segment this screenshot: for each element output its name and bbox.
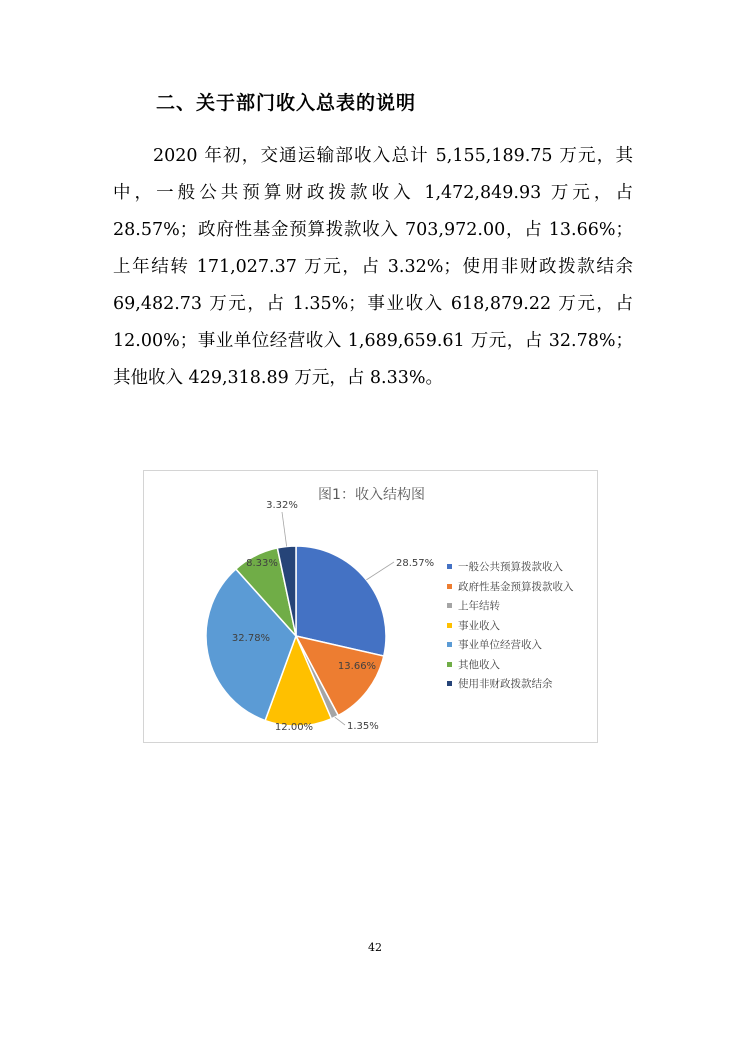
legend-swatch bbox=[447, 623, 452, 628]
slice-leader-line bbox=[366, 562, 394, 580]
paragraph-line: 12.00%；事业单位经营收入 1,689,659.61 万元，占 32.78%； bbox=[113, 331, 633, 351]
legend-label: 事业单位经营收入 bbox=[458, 639, 542, 652]
slice-data-label: 8.33% bbox=[246, 558, 278, 569]
slice-data-label: 28.57% bbox=[396, 558, 435, 569]
income-structure-chart bbox=[143, 470, 598, 743]
legend-item bbox=[447, 635, 574, 655]
slice-data-label: 3.32% bbox=[266, 500, 298, 511]
legend-item bbox=[447, 577, 574, 597]
legend-label: 事业收入 bbox=[458, 619, 500, 632]
legend-item bbox=[447, 616, 574, 636]
legend-label: 其他收入 bbox=[458, 658, 500, 671]
legend-label: 一般公共预算拨款收入 bbox=[458, 561, 563, 574]
slice-leader-line bbox=[282, 512, 287, 546]
slice-data-label: 13.66% bbox=[337, 661, 377, 672]
chart-title: 图1：收入结构图 bbox=[318, 487, 425, 503]
paragraph-line: 中，一般公共预算财政拨款收入 1,472,849.93 万元，占 bbox=[113, 183, 633, 203]
section-heading: 二、关于部门收入总表的说明 bbox=[156, 92, 417, 114]
slice-data-label: 32.78% bbox=[231, 633, 271, 644]
legend-swatch bbox=[447, 662, 452, 667]
page-number: 42 bbox=[368, 941, 382, 954]
legend-item bbox=[447, 596, 574, 616]
legend-swatch bbox=[447, 681, 452, 686]
paragraph-line: 上年结转 171,027.37 万元，占 3.32%；使用非财政拨款结余 bbox=[113, 257, 633, 277]
legend-swatch bbox=[447, 584, 452, 589]
slice-data-label: 1.35% bbox=[347, 721, 379, 732]
slice-data-label: 12.00% bbox=[274, 722, 314, 733]
chart-legend bbox=[447, 557, 574, 694]
paragraph-line: 28.57%；政府性基金预算拨款收入 703,972.00，占 13.66%； bbox=[113, 220, 633, 240]
slice-leader-line bbox=[335, 717, 345, 725]
legend-label: 上年结转 bbox=[458, 600, 500, 613]
income-summary-paragraph bbox=[113, 138, 633, 397]
legend-item bbox=[447, 674, 574, 694]
paragraph-line: 69,482.73 万元，占 1.35%；事业收入 618,879.22 万元，占 bbox=[113, 294, 633, 314]
legend-swatch bbox=[447, 564, 452, 569]
legend-label: 使用非财政拨款结余 bbox=[458, 678, 553, 691]
legend-item bbox=[447, 557, 574, 577]
legend-item bbox=[447, 655, 574, 675]
paragraph-line: 2020 年初，交通运输部收入总计 5,155,189.75 万元，其 bbox=[153, 146, 633, 166]
legend-swatch bbox=[447, 603, 452, 608]
legend-label: 政府性基金预算拨款收入 bbox=[458, 580, 574, 593]
legend-swatch bbox=[447, 642, 452, 647]
paragraph-line: 其他收入 429,318.89 万元，占 8.33%。 bbox=[113, 368, 443, 388]
